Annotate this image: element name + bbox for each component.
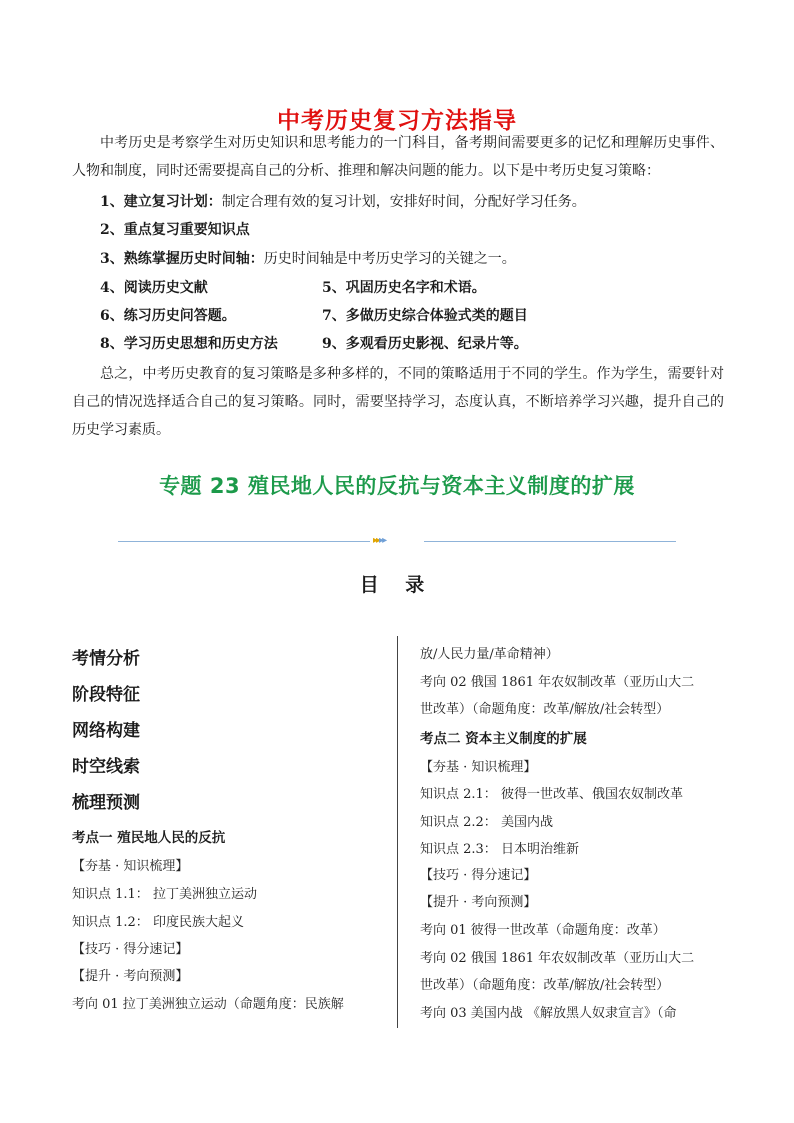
toc-line[interactable]: 考向 02 俄国 1861 年农奴制改革（亚历山大二 [420,675,695,690]
toc-line[interactable]: 知识点 2.1： 彼得一世改革、俄国农奴制改革 [420,787,683,802]
arrow-divider-icon: ▸▸▸▸ [373,535,386,546]
toc-section[interactable]: 梳理预测 [72,793,140,813]
divider-line [118,541,370,542]
toc-line[interactable]: 世改革）（命题角度：改革/解放/社会转型） [420,978,670,993]
toc-line[interactable]: 世改革）（命题角度：改革/解放/社会转型） [420,702,670,717]
strategy-item: 8、学习历史思想和历史方法 [100,336,278,352]
topic-title: 专题 23 殖民地人民的反抗与资本主义制度的扩展 [159,474,635,498]
strategy-item: 6、练习历史问答题。 [100,308,236,324]
column-divider [397,636,398,1028]
toc-line[interactable]: 【夯基 · 知识梳理】 [420,760,537,775]
strategy-item: 3、熟练掌握历史时间轴：历史时间轴是中考历史学习的关键之一。 [100,251,516,267]
toc-line[interactable]: 考向 01 彼得一世改革（命题角度：改革） [420,923,666,938]
toc-section[interactable]: 时空线索 [72,757,140,777]
intro-paragraph: 中考历史是考察学生对历史知识和思考能力的一门科目，备考期间需要更多的记忆和理解历史事件、人物和制度，同时还需要提高自己的分析、推理和解决问题的能力。以下是中考历史复习策略： [72,135,724,179]
strategy-item: 9、多观看历史影视、纪录片等。 [322,336,528,352]
page-title: 中考历史复习方法指导 [277,108,517,134]
strategy-item: 2、重点复习重要知识点 [100,222,250,238]
toc-line[interactable]: 考向 01 拉丁美洲独立运动（命题角度：民族解 [72,997,344,1012]
toc-line[interactable]: 知识点 1.2： 印度民族大起义 [72,915,244,930]
toc-heading: 目 录 [359,574,435,596]
strategy-item: 5、巩固历史名字和术语。 [322,280,486,296]
toc-point[interactable]: 考点二 资本主义制度的扩展 [420,731,587,747]
toc-line[interactable]: 考向 03 美国内战 《解放黑人奴隶宣言》（命 [420,1006,677,1021]
strategy-item: 1、建立复习计划：制定合理有效的复习计划，安排好时间，分配好学习任务。 [100,194,586,210]
strategy-item: 4、阅读历史文献 [100,280,208,296]
strategy-item: 7、多做历史综合体验式类的题目 [322,308,528,324]
toc-section[interactable]: 网络构建 [72,721,140,741]
toc-section[interactable]: 阶段特征 [72,685,140,705]
toc-line[interactable]: 【技巧 · 得分速记】 [72,942,189,957]
toc-line[interactable]: 知识点 2.3： 日本明治维新 [420,842,579,857]
toc-line[interactable]: 【技巧 · 得分速记】 [420,868,537,883]
toc-line[interactable]: 【提升 · 考向预测】 [72,969,189,984]
divider-line [424,541,676,542]
toc-line[interactable]: 知识点 1.1： 拉丁美洲独立运动 [72,887,257,902]
toc-line[interactable]: 知识点 2.2： 美国内战 [420,815,553,830]
toc-line[interactable]: 考向 02 俄国 1861 年农奴制改革（亚历山大二 [420,951,695,966]
toc-line[interactable]: 【提升 · 考向预测】 [420,895,537,910]
toc-line[interactable]: 【夯基 · 知识梳理】 [72,859,189,874]
summary-paragraph: 总之，中考历史教育的复习策略是多种多样的，不同的策略适用于不同的学生。作为学生，需要针对自己的情况选择适合自己的复习策略。同时，需要坚持学习，态度认真，不断培养学习兴趣，提升自己的历史学习素质。 [72,366,724,438]
toc-section[interactable]: 考情分析 [72,649,140,669]
toc-point[interactable]: 考点一 殖民地人民的反抗 [72,830,226,846]
toc-line[interactable]: 放/人民力量/革命精神） [420,647,559,662]
